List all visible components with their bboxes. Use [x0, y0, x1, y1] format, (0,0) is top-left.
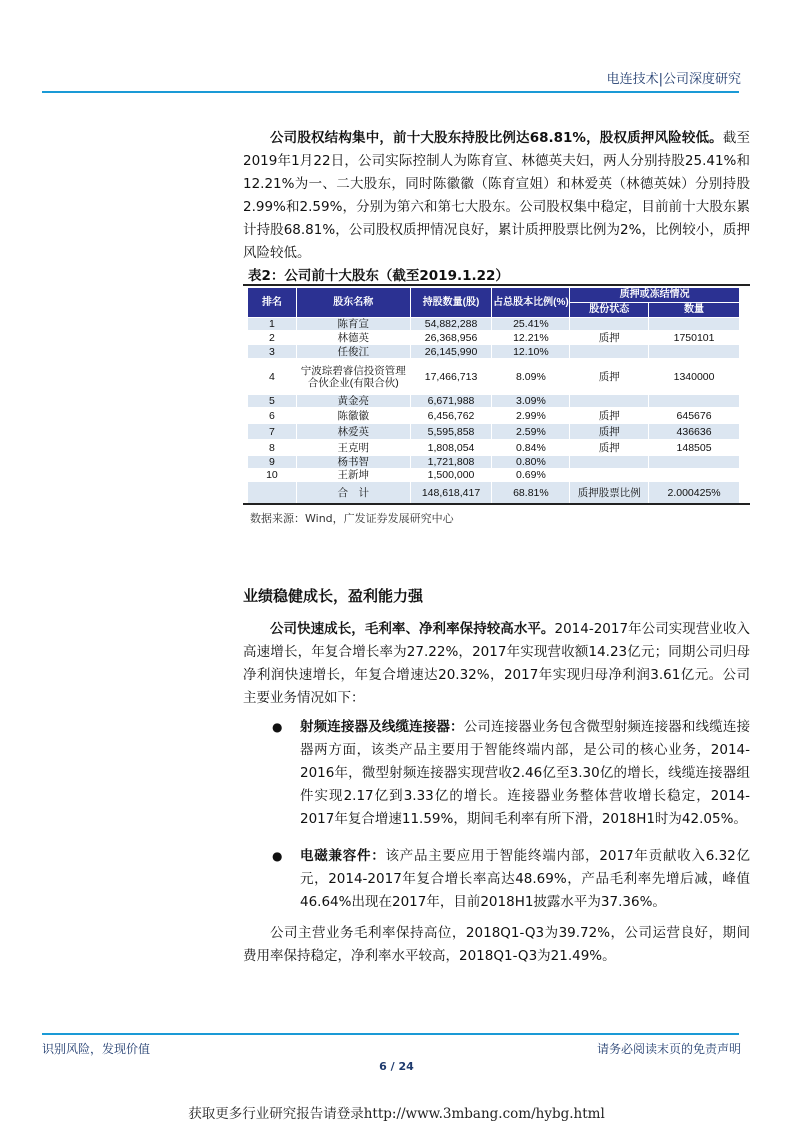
bullet-body: 该产品主要应用于智能终端内部，2017年贡献收入6.32亿元，2014-2017年复合增长率高达48.69%，产品毛利率先增后减，峰值46.64%出现在2017年，目前2018H1披露水平为37.36%。 [300, 848, 751, 910]
shares-cell: 6,456,762 [410, 408, 492, 424]
bullet-icon: ● [272, 720, 283, 734]
status-cell [570, 395, 649, 408]
col-header-status: 股份状态 [570, 303, 649, 318]
name-cell: 王克明 [296, 440, 410, 456]
rank-cell: 6 [248, 408, 297, 424]
shares-cell: 54,882,288 [410, 318, 492, 331]
name-cell: 杨书智 [296, 456, 410, 469]
name-cell: 陈育宣 [296, 318, 410, 331]
ratio-cell: 0.80% [492, 456, 570, 469]
amount-cell: 1750101 [649, 331, 740, 345]
name-cell: 陈徽徽 [296, 408, 410, 424]
col-header-rank: 排名 [248, 288, 297, 318]
table-row [248, 395, 740, 408]
bullet-connectors [300, 716, 750, 831]
status-cell [570, 469, 649, 482]
amount-cell [649, 469, 740, 482]
amount-cell: 148505 [649, 440, 740, 456]
shares-cell: 26,368,956 [410, 331, 492, 345]
report-header-title: 电连技术|公司深度研究 [606, 72, 741, 87]
status-cell [570, 318, 649, 331]
table-row [248, 318, 740, 331]
page-number: 6 / 24 [379, 1060, 414, 1073]
col-header-amount: 数量 [649, 303, 740, 318]
amount-cell [649, 456, 740, 469]
rank-cell: 1 [248, 318, 297, 331]
shares-cell: 1,500,000 [410, 469, 492, 482]
rank-cell: 9 [248, 456, 297, 469]
ratio-cell: 25.41% [492, 318, 570, 331]
paragraph-margins: 公司主营业务毛利率保持高位，2018Q1-Q3为39.72%，公司运营良好，期间费用率保持稳定，净利率水平较高，2018Q1-Q3为21.49%。 [243, 925, 750, 964]
top-shareholders-table [247, 287, 740, 505]
table-caption: 表2：公司前十大股东（截至2019.1.22） [248, 268, 509, 284]
name-cell: 合 计 [296, 482, 410, 505]
name-cell: 黄金亮 [296, 395, 410, 408]
amount-cell: 645676 [649, 408, 740, 424]
shares-cell: 26,145,990 [410, 345, 492, 359]
table-row [248, 345, 740, 359]
paragraph-equity-structure [243, 127, 750, 265]
shares-cell: 148,618,417 [410, 482, 492, 505]
col-header-shares: 持股数量(股) [410, 288, 492, 318]
paragraph-lead: 公司股权结构集中，前十大股东持股比例达68.81%，股权质押风险较低。 [270, 130, 723, 146]
table-total-row [248, 482, 740, 505]
paragraph-lead: 公司快速成长，毛利率、净利率保持较高水平。 [270, 621, 555, 637]
table-bottom-rule [243, 503, 750, 505]
name-cell: 林爱英 [296, 424, 410, 440]
ratio-cell: 12.10% [492, 345, 570, 359]
name-cell: 王新坤 [296, 469, 410, 482]
bullet-emc [300, 845, 750, 914]
bullet-lead: 电磁兼容件： [300, 848, 386, 864]
footer-divider [42, 1033, 739, 1035]
rank-cell: 7 [248, 424, 297, 440]
bullet-body: 公司连接器业务包含微型射频连接器和线缆连接器两方面，该类产品主要用于智能终端内部，是公司的核心业务，2014-2016年，微型射频连接器实现营收2.46亿至3.30亿的增长，线缆连接器组件实现2.17亿到3.33亿的增长。连接器业务整体营收增长稳定，2014-2017年复合增速11.59%，期间毛利率有所下滑，2018H1时为42.05%。 [300, 719, 750, 827]
rank-cell: 2 [248, 331, 297, 345]
rank-cell: 3 [248, 345, 297, 359]
table-row [248, 440, 740, 456]
status-cell [570, 345, 649, 359]
name-cell: 宁波琮碧睿信投资管理合伙企业(有限合伙) [296, 359, 410, 395]
paragraph-body: 2014-2017年公司实现营业收入高速增长，年复合增长率为27.22%，2017年实现营收额14.23亿元；同期公司归母净利润快速增长，年复合增速达20.32%，2017年实现归母净利润3.61亿元。公司主要业务情况如下： [243, 621, 750, 706]
col-header-name: 股东名称 [296, 288, 410, 318]
table-row [248, 456, 740, 469]
amount-cell [649, 318, 740, 331]
table-row [248, 469, 740, 482]
amount-cell: 2.000425% [649, 482, 740, 505]
ratio-cell: 3.09% [492, 395, 570, 408]
status-cell: 质押 [570, 408, 649, 424]
name-cell: 任俊江 [296, 345, 410, 359]
status-cell: 质押 [570, 440, 649, 456]
rank-cell: 4 [248, 359, 297, 395]
footer-disclaimer: 请务必阅读末页的免责声明 [596, 1042, 741, 1056]
shares-cell: 6,671,988 [410, 395, 492, 408]
footer-slogan: 识别风险，发现价值 [42, 1042, 151, 1056]
name-cell: 林德英 [296, 331, 410, 345]
shares-cell: 1,808,054 [410, 440, 492, 456]
col-header-pledge: 质押或冻结情况 [570, 288, 740, 303]
rank-cell [248, 482, 297, 505]
ratio-cell: 0.84% [492, 440, 570, 456]
paragraph-growth [243, 618, 750, 710]
status-cell: 质押 [570, 359, 649, 395]
table-row [248, 331, 740, 345]
status-cell [570, 456, 649, 469]
amount-cell [649, 395, 740, 408]
rank-cell: 5 [248, 395, 297, 408]
bullet-lead: 射频连接器及线缆连接器： [300, 719, 464, 735]
table-row [248, 424, 740, 440]
shares-cell: 17,466,713 [410, 359, 492, 395]
rank-cell: 10 [248, 469, 297, 482]
header-divider [42, 91, 739, 93]
ratio-cell: 2.59% [492, 424, 570, 440]
table-row [248, 359, 740, 395]
amount-cell: 436636 [649, 424, 740, 440]
amount-cell: 1340000 [649, 359, 740, 395]
ratio-cell: 2.99% [492, 408, 570, 424]
table-source: 数据来源：Wind，广发证券发展研究中心 [250, 512, 454, 525]
rank-cell: 8 [248, 440, 297, 456]
shares-cell: 5,595,858 [410, 424, 492, 440]
ratio-cell: 68.81% [492, 482, 570, 505]
col-header-ratio: 占总股本比例(%) [492, 288, 570, 318]
shares-cell: 1,721,808 [410, 456, 492, 469]
watermark-link[interactable]: 获取更多行业研究报告请登录http://www.3mbang.com/hybg.html [188, 1106, 605, 1122]
table-top-rule [243, 284, 750, 286]
table-row [248, 408, 740, 424]
ratio-cell: 12.21% [492, 331, 570, 345]
section-title: 业绩稳健成长，盈利能力强 [243, 587, 424, 605]
status-cell: 质押 [570, 331, 649, 345]
amount-cell [649, 345, 740, 359]
ratio-cell: 8.09% [492, 359, 570, 395]
ratio-cell: 0.69% [492, 469, 570, 482]
status-cell: 质押股票比例 [570, 482, 649, 505]
paragraph-body: 截至2019年1月22日，公司实际控制人为陈育宣、林德英夫妇，两人分别持股25.41%和12.21%为一、二大股东，同时陈徽徽（陈育宣姐）和林爱英（林德英妹）分别持股2.99%和2.59%，分别为第六和第七大股东。公司股权集中稳定，目前前十大股东累计持股68.81%，公司股权质押情况良好，累计质押股票比例为2%，比例较小，质押风险较低。 [243, 130, 750, 261]
status-cell: 质押 [570, 424, 649, 440]
bullet-icon: ● [272, 849, 283, 863]
